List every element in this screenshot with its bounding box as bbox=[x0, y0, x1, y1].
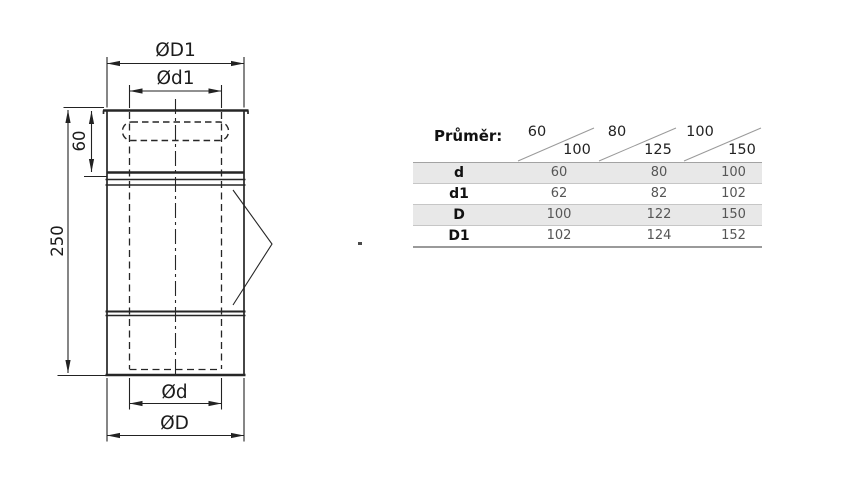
dim-label-od-outer: ØD bbox=[160, 413, 189, 434]
header-size-1-major: 100 bbox=[563, 142, 591, 158]
cell-value: 82 bbox=[650, 186, 668, 201]
header-size-3-major: 150 bbox=[728, 142, 756, 158]
spec-table-body bbox=[413, 162, 762, 248]
cell-value: 80 bbox=[650, 165, 668, 180]
pipe-technical-drawing bbox=[0, 0, 300, 480]
header-size-1-minor: 60 bbox=[527, 124, 547, 140]
row-label: d1 bbox=[449, 186, 469, 202]
dim-label-60: 60 bbox=[70, 130, 89, 152]
dim-collar-height bbox=[64, 108, 108, 177]
cell-value: 62 bbox=[550, 186, 568, 201]
row-label: d bbox=[453, 165, 465, 181]
dim-label-od1-inner: Ød1 bbox=[156, 68, 195, 89]
cell-value: 152 bbox=[721, 228, 746, 243]
dim-label-od-inner: Ød bbox=[161, 382, 188, 403]
spec-table-header bbox=[413, 119, 762, 162]
spec-table-title: Průměr: bbox=[434, 127, 503, 145]
cell-value: 102 bbox=[721, 186, 746, 201]
header-size-2-minor: 80 bbox=[607, 124, 627, 140]
seam-leader-lines bbox=[233, 190, 272, 305]
cell-value: 60 bbox=[550, 165, 568, 180]
cell-value: 150 bbox=[721, 207, 746, 222]
cell-value: 122 bbox=[646, 207, 672, 222]
cell-value: 102 bbox=[546, 228, 572, 243]
spec-table bbox=[413, 119, 762, 248]
table-row-D1 bbox=[413, 226, 762, 246]
header-size-3-minor: 100 bbox=[686, 124, 714, 140]
cell-value: 124 bbox=[646, 228, 672, 243]
table-row-d bbox=[413, 163, 762, 184]
stray-mark bbox=[358, 242, 362, 245]
row-label: D1 bbox=[448, 228, 470, 244]
cell-value: 100 bbox=[721, 165, 746, 180]
header-size-2-major: 125 bbox=[644, 142, 672, 158]
table-row-d1 bbox=[413, 184, 762, 205]
cell-value: 100 bbox=[546, 207, 572, 222]
dim-label-od1: ØD1 bbox=[155, 40, 196, 61]
dim-bottom-inner bbox=[130, 378, 222, 410]
table-row-D bbox=[413, 205, 762, 226]
row-label: D bbox=[453, 207, 465, 223]
dim-label-250: 250 bbox=[48, 225, 67, 257]
